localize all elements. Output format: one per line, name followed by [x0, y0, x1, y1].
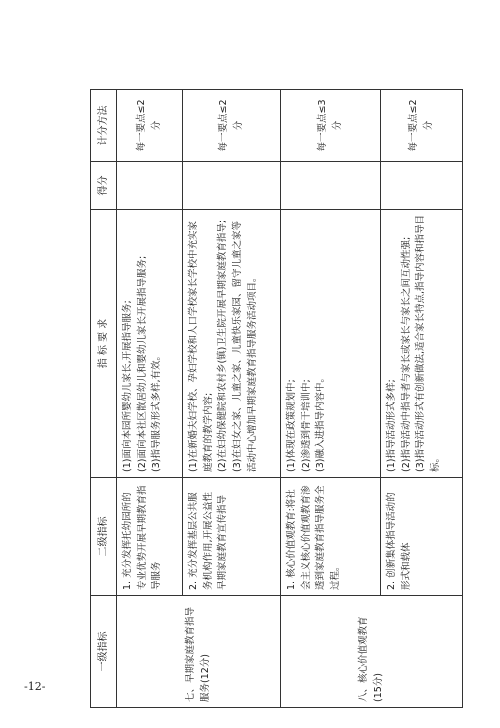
- requirements-cell: [117, 210, 183, 478]
- method-cell: 每一要点≤2分: [183, 90, 281, 162]
- level2-cell: 2. 充分发挥基层公共服务机构作用,开展公益性早期家庭教育宣传指导: [183, 478, 281, 596]
- header-level1: 一级指标: [91, 596, 117, 708]
- method-cell: 每一要点≤2分: [381, 90, 463, 162]
- table-row: [117, 90, 183, 708]
- method-cell: 每一要点≤2分: [117, 90, 183, 162]
- level2-cell: 1. 充分发挥托幼园所的专业优势开展早期教育指导服务: [117, 478, 183, 596]
- score-cell: [183, 162, 281, 210]
- header-level2: 二级指标: [91, 478, 117, 596]
- evaluation-table: [90, 89, 463, 708]
- score-cell: [117, 162, 183, 210]
- requirement-item: (2)指导活动中指导者与家长或家长与家长之间互动性强;: [400, 236, 412, 472]
- score-cell: [281, 162, 381, 210]
- level1-cell: 七、早期家庭教育指导服务(12分): [117, 596, 281, 708]
- level2-cell: 2. 创新集体指导活动的形式和载体: [381, 478, 463, 596]
- level1-cell: 八、核心价值观教育(15分): [281, 596, 463, 708]
- requirements-cell: [281, 210, 381, 478]
- requirement-item: (2)在妇幼保健院和农村乡(镇)卫生院开展早期家庭教育指导;: [217, 219, 229, 472]
- requirement-item: (3)融入进指导内容中。: [315, 373, 327, 472]
- table-row: [281, 90, 381, 708]
- header-score: 得分: [91, 162, 117, 210]
- requirement-item: (1)面向本园所婴幼儿家长,开展指导服务;: [122, 300, 133, 472]
- requirement-item: (2)面向本社区散居幼儿和婴幼儿家长开展指导服务;: [136, 255, 148, 472]
- rotated-page: [90, 90, 462, 708]
- requirement-item: (2)渗透到骨干培训中;: [300, 379, 312, 472]
- header-method: 计分方法: [91, 90, 117, 162]
- header-requirements: 指 标 要 求: [91, 210, 117, 478]
- requirement-item: (1)体现在政策规划中;: [286, 379, 297, 472]
- requirement-item: (3)指导服务形式多样,有效。: [151, 351, 163, 472]
- level2-cell: 1. 核心价值观教育:将社会主义核心价值观教育渗透到家庭教育指导服务全过程。: [281, 478, 381, 596]
- table-header-row: [91, 90, 117, 708]
- requirement-item: (3)在妇女之家、儿童之家、儿童快乐家园、留守儿童之家等活动中心增加早期家庭教育指导服务活动项目。: [232, 221, 258, 472]
- score-cell: [381, 162, 463, 210]
- page-number: -12-: [24, 680, 46, 693]
- requirements-cell: [183, 210, 281, 478]
- requirement-item: (1)在新婚夫妇学校、孕妇学校和人口学校家长学校中充实家庭教育的教学内容;: [188, 221, 214, 472]
- method-cell: 每一要点≤3分: [281, 90, 381, 162]
- requirement-item: (3)指导活动形式有创新做法,适合家长特点,指导内容和指导目标。: [415, 215, 442, 472]
- requirement-item: (1)指导活动形式多样;: [386, 379, 397, 472]
- requirements-cell: [381, 210, 463, 478]
